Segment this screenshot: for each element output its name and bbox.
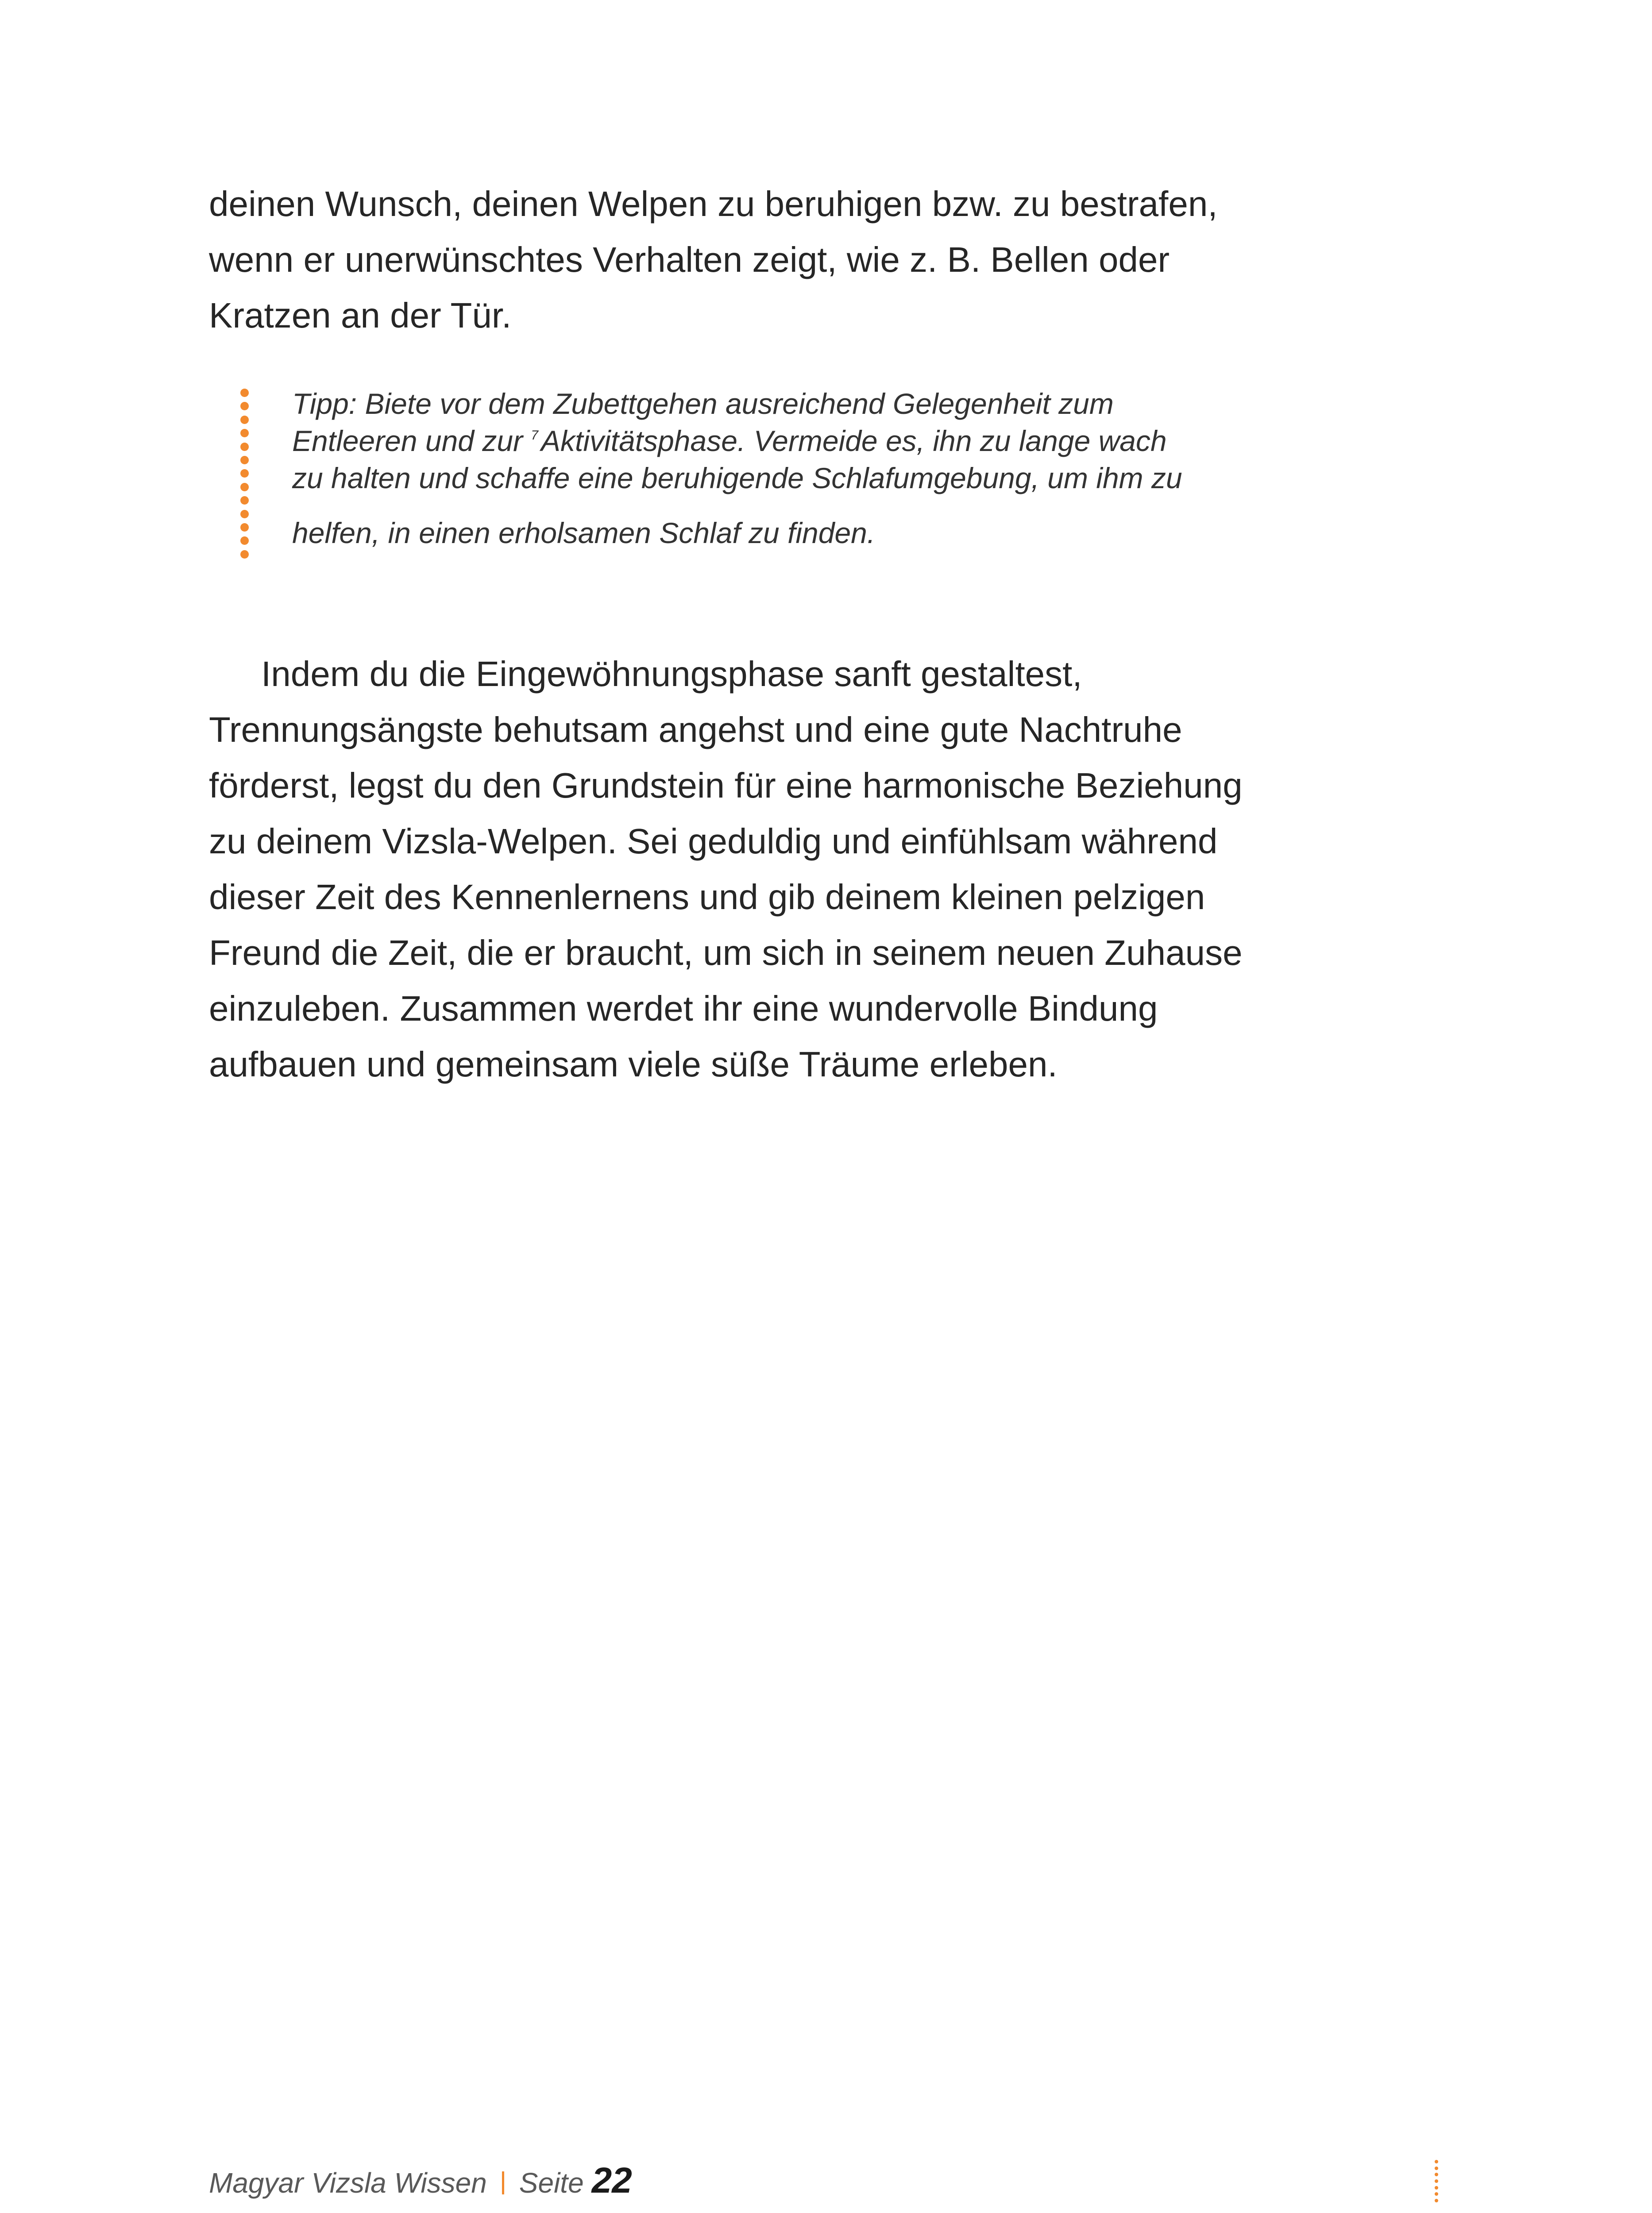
paragraph-top [209, 176, 1404, 343]
tip-line-part: Aktivitätsphase. Vermeide es, ihn zu lange wach [541, 424, 1167, 457]
paragraph-line: Trennungsängste behutsam angehst und eine gute Nachtruhe [209, 710, 1182, 749]
page-number: 22 [591, 2160, 632, 2201]
paragraph-bottom [209, 646, 1404, 1092]
paragraph-line: wenn er unerwünschtes Verhalten zeigt, wie z. B. Bellen oder [209, 240, 1170, 279]
tip-line: Tipp: Biete vor dem Zubettgehen ausreichend Gelegenheit zum [292, 387, 1114, 420]
tip-text [292, 385, 1346, 551]
tip-callout [239, 385, 1346, 562]
paragraph-line: Kratzen an der Tür. [209, 296, 512, 335]
paragraph-line: Freund die Zeit, die er braucht, um sich in seinem neuen Zuhause [209, 933, 1243, 972]
tip-line-part: Entleeren und zur [292, 424, 531, 457]
tip-line [292, 422, 1346, 459]
footer-dotted-rule [1434, 2160, 1439, 2202]
tip-line: zu halten und schaffe eine beruhigende Schlafumgebung, um ihm zu [292, 462, 1182, 494]
tip-line: helfen, in einen erholsamen Schlaf zu finden. [292, 517, 876, 549]
tip-dotted-rule [239, 389, 250, 559]
paragraph-line: Indem du die Eingewöhnungsphase sanft gestaltest, [261, 654, 1082, 694]
paragraph-line: dieser Zeit des Kennenlernens und gib deinem kleinen pelzigen [209, 877, 1205, 917]
paragraph-line: einzuleben. Zusammen werdet ihr eine wundervolle Bindung [209, 989, 1158, 1028]
page-label: Seite [519, 2167, 584, 2199]
page-footer [209, 2160, 632, 2204]
paragraph-line: zu deinem Vizsla-Welpen. Sei geduldig und einfühlsam während [209, 821, 1218, 861]
book-title: Magyar Vizsla Wissen [209, 2167, 487, 2199]
footer-separator [502, 2171, 504, 2194]
paragraph-line: aufbauen und gemeinsam viele süße Träume erleben. [209, 1045, 1058, 1084]
paragraph-line: förderst, legst du den Grundstein für eine harmonische Beziehung [209, 766, 1243, 805]
paragraph-line: deinen Wunsch, deinen Welpen zu beruhigen bzw. zu bestrafen, [209, 184, 1218, 224]
footnote-ref[interactable]: 7 [531, 428, 539, 443]
